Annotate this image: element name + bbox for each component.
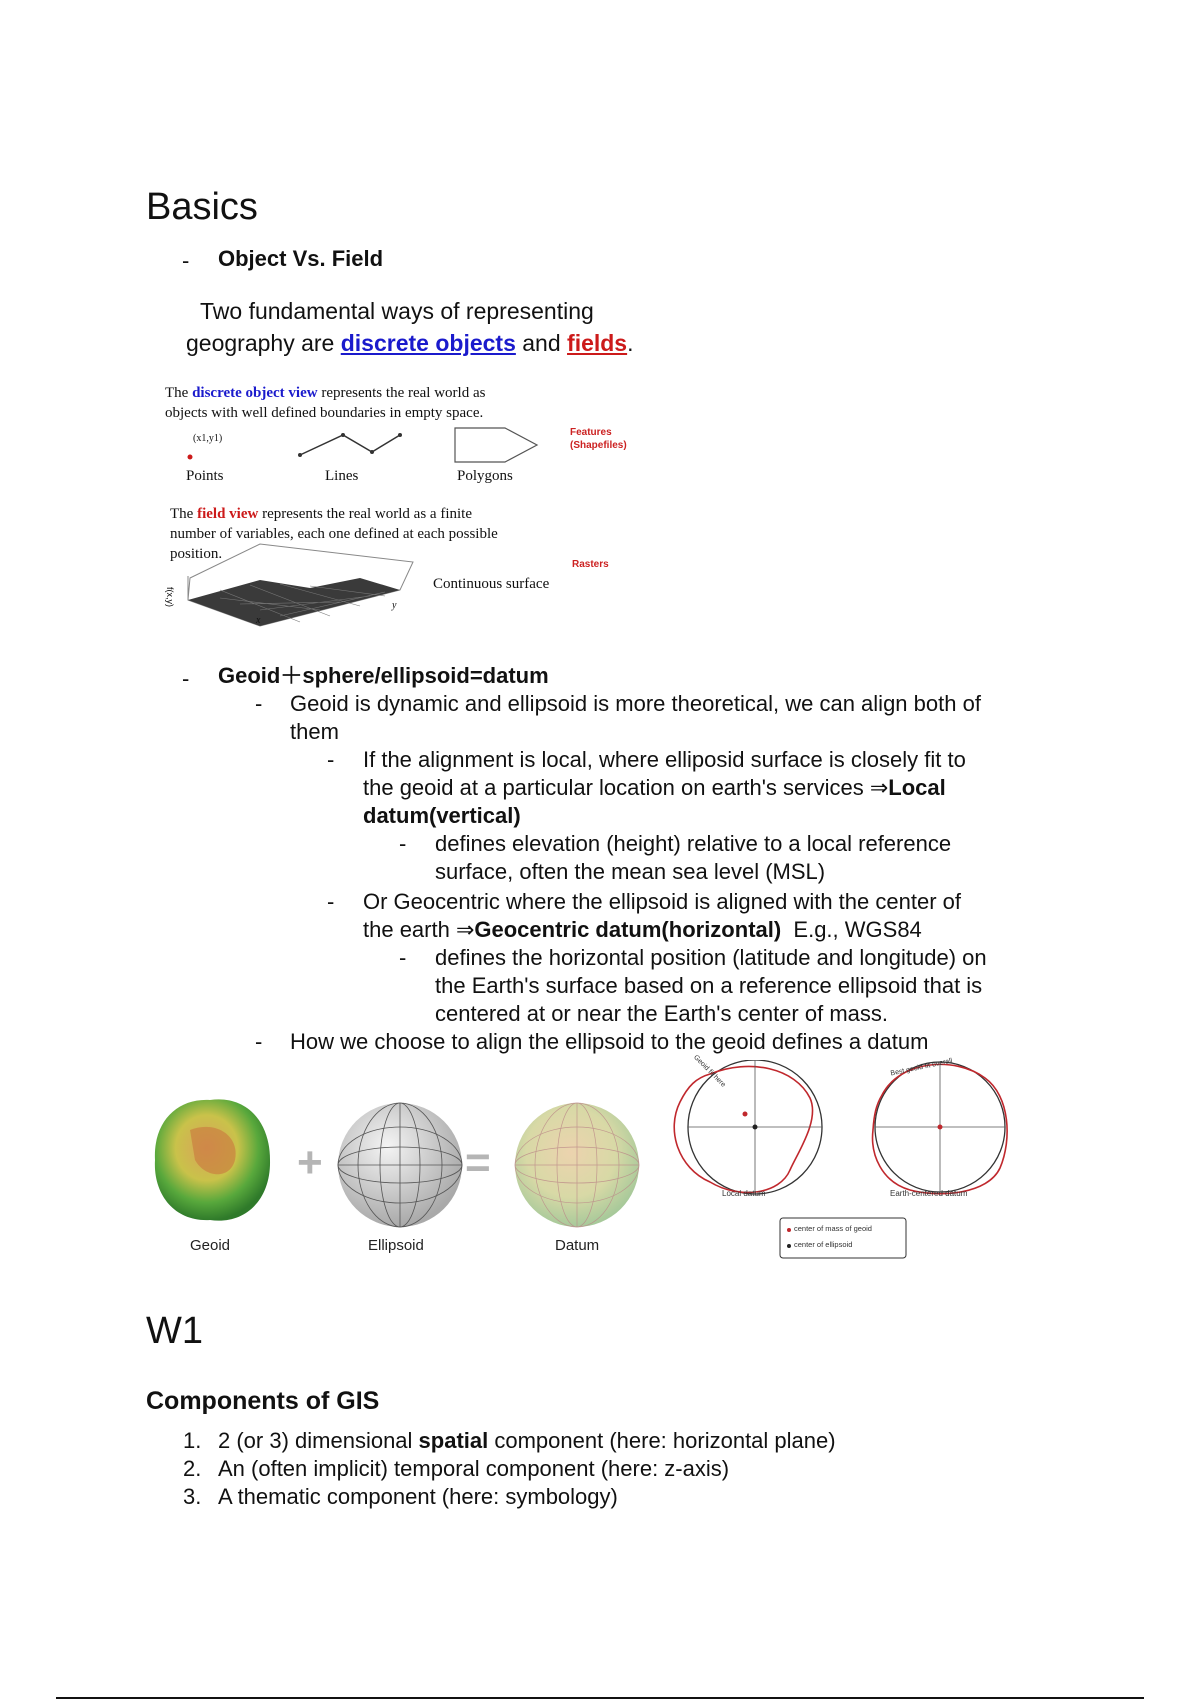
line-vertex [298,453,302,457]
plus-sign: + [297,1138,323,1187]
legend-geoid-center: center of mass of geoid [794,1224,872,1233]
axis-f-label: f(x,y) [165,587,175,607]
local-geoid [674,1066,812,1192]
label-points: Points [186,468,224,484]
continuous-surface-plot [160,540,420,630]
geoid-line-5b: the Earth's surface based on a reference ellipsoid that is [435,973,983,998]
bullet-dash: - [399,945,407,970]
bullet-dash: - [327,889,335,914]
ellipsoid-center-dot [753,1125,758,1130]
bullet-dash: - [399,831,407,856]
list-number: 3. [183,1484,202,1509]
caption-discrete-bold: discrete object view [192,385,318,401]
discrete-view-caption [165,383,485,423]
intro-end: . [627,330,634,356]
coord-label: (x1,y1) [193,433,223,444]
geoid-line-4a: Or Geocentric where the ellipsoid is aligned with the center of [363,889,961,914]
line-shape [300,435,400,455]
geoid-line-3a: defines elevation (height) relative to a local reference [435,831,952,856]
discrete-objects-link: discrete objects [340,330,516,356]
best-fit-label: Best geoid fit overall [889,1057,954,1078]
bullet-dash: - [255,691,263,716]
geoid-fit-here-label: Geoid fit here [692,1054,727,1089]
section-title-w1: W1 [146,1310,203,1352]
continuous-surface-label: Continuous surface [433,576,550,592]
bullet-dash: - [182,248,190,273]
list-item [183,1456,730,1482]
geoid-line-5a: defines the horizontal position (latitude and longitude) on [435,945,987,970]
list-text-bold: spatial [418,1428,489,1453]
geoid-line-1b: them [290,719,339,744]
list-text-pre: 2 (or 3) dimensional [218,1428,419,1453]
label-lines: Lines [325,468,359,484]
bullet-object-vs-field: Object Vs. Field [218,246,384,271]
local-bold: Local [888,775,946,800]
list-number: 2. [183,1456,202,1481]
caption-text: The [170,506,198,522]
features-label [570,426,627,452]
local-datum-label: Local datum [722,1189,766,1198]
fields-link: fields [567,330,628,356]
geoid-center-dot [743,1112,748,1117]
rasters-label: Rasters [572,559,609,570]
list-text-post: component (here: horizontal plane) [488,1428,836,1453]
geoid-ellipsoid-datum-figure [145,1060,645,1240]
section-title-basics: Basics [146,186,258,228]
line-vertex [398,433,402,437]
caption-text: position. [170,546,223,562]
point-marker [188,455,193,460]
legend-ellipsoid-center: center of ellipsoid [794,1240,853,1249]
list-text: A thematic component (here: symbology) [218,1484,618,1509]
geoid-line-3b: surface, often the mean sea level (MSL) [435,859,826,884]
caption-text: The [165,385,193,401]
geoid-caption: Geoid [190,1237,231,1254]
polygon-shape [455,428,537,462]
features-text: Features [570,427,612,438]
components-heading: Components of GIS [146,1387,380,1415]
intro-text: geography are [186,330,341,356]
geoid-text: the geoid at a particular location on earth's services ⇒ [363,775,889,800]
intro-and: and [515,330,568,356]
geoid-line-1a: Geoid is dynamic and ellipsoid is more theoretical, we can align both of [290,691,981,716]
geoid-line-6: How we choose to align the ellipsoid to the geoid defines a datum [290,1029,929,1054]
axis-x-label: x [256,615,261,626]
caption-field-bold: field view [197,506,259,522]
earth-centered-datum-label: Earth-centered datum [890,1189,968,1198]
line-vertex [341,433,345,437]
bullet-dash: - [327,747,335,772]
intro-line-2 [186,330,634,357]
ellipsoid-caption: Ellipsoid [368,1237,424,1254]
geoid-line-2b [363,774,946,802]
caption-text: represents the real world as a finite [258,506,472,522]
list-text [218,1428,836,1454]
label-polygons: Polygons [457,468,513,484]
list-item [183,1428,836,1454]
geoid-text: E.g., WGS84 [781,917,922,942]
axis-y-label: y [392,600,397,611]
geoid-line-2a: If the alignment is local, where elliposid surface is closely fit to [363,747,966,772]
geoid-text: the earth ⇒ [363,917,475,942]
list-text: An (often implicit) temporal component (here: z-axis) [218,1456,730,1481]
caption-text: represents the real world as [317,385,486,401]
list-number: 1. [183,1428,202,1453]
geoid-line-2c: datum(vertical) [363,803,521,828]
datum-caption: Datum [555,1237,600,1254]
caption-text: number of variables, each one defined at each possible [170,526,498,542]
page-bottom-rule [56,1697,1144,1699]
bullet-dash: - [255,1029,263,1054]
intro-line-1: Two fundamental ways of representing [200,298,594,324]
equals-sign: = [465,1138,491,1187]
geoid-line-5c: centered at or near the Earth's center of mass. [435,1001,888,1026]
earth-center-dot [938,1125,943,1130]
line-vertex [370,450,374,454]
geoid-heading: Geoid＋sphere/ellipsoid=datum [218,663,549,688]
bullet-dash: - [182,666,190,691]
caption-text: objects with well defined boundaries in empty space. [165,405,484,421]
shapefiles-text: (Shapefiles) [570,440,627,451]
geoid-line-4b [363,916,922,944]
list-item [183,1484,618,1510]
geocentric-bold: Geocentric datum(horizontal) [474,917,782,942]
